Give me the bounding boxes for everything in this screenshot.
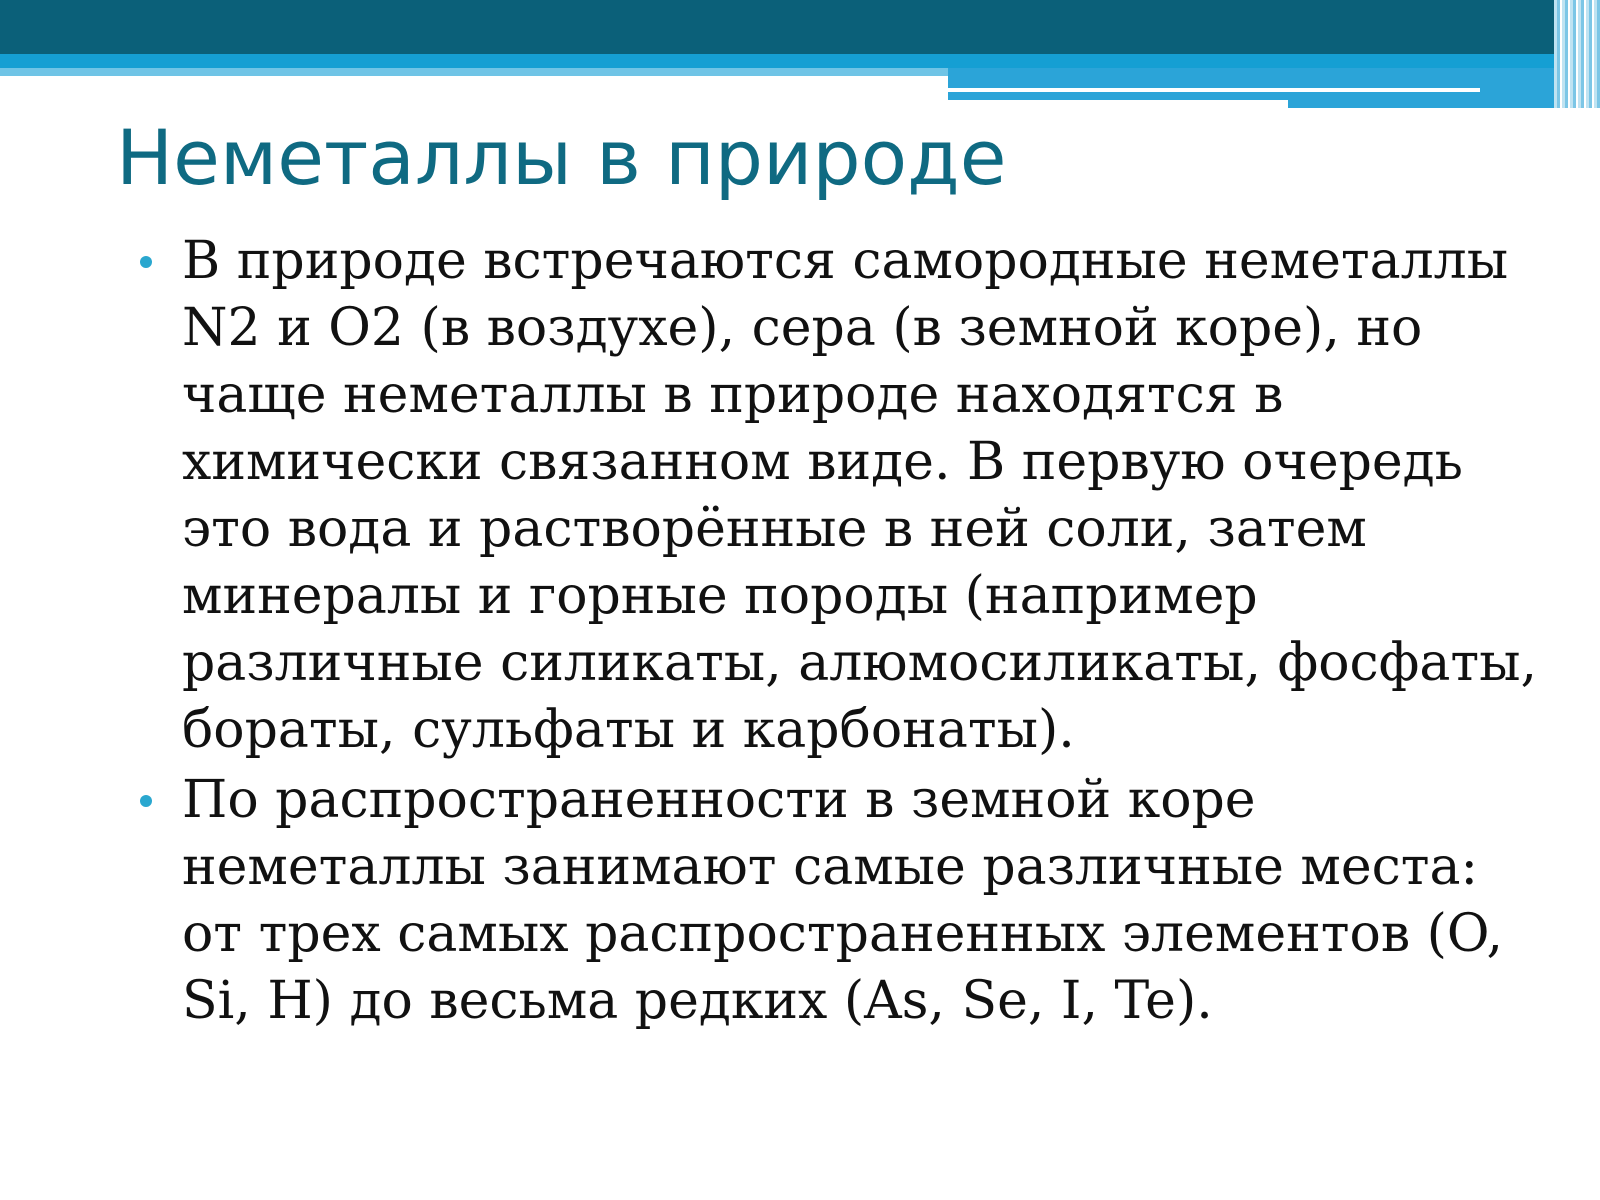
header-band-dark: [0, 0, 1600, 54]
bullet-item: [140, 228, 1540, 764]
bullet-list: [140, 228, 1540, 1038]
header-accent-line: [948, 88, 1480, 92]
bullet-dot-icon: [140, 256, 152, 268]
header-band-pale: [0, 68, 948, 76]
header-band-light: [0, 54, 1600, 68]
slide-title: Неметаллы в природе: [116, 113, 1007, 202]
header-accent-line-lower: [948, 100, 1288, 108]
header-stripes-decoration: [1554, 0, 1600, 108]
bullet-text: По распространенности в земной коре неметаллы занимают самые различные места: от трех самых распространенных элементов (O, Si, H) до весьма редких (As, Se, I, Te).: [182, 770, 1504, 1031]
bullet-item: [140, 767, 1540, 1035]
bullet-dot-icon: [140, 795, 152, 807]
bullet-text: В природе встречаются самородные неметаллы N2 и O2 (в воздухе), сера (в земной коре), но чаще неметаллы в природе находятся в химически связанном виде. В первую очередь это вода и растворённые в ней соли, затем минералы и горные породы (например различные силикаты, алюмосиликаты, фосфаты, бораты, сульфаты и карбонаты).: [182, 231, 1538, 760]
